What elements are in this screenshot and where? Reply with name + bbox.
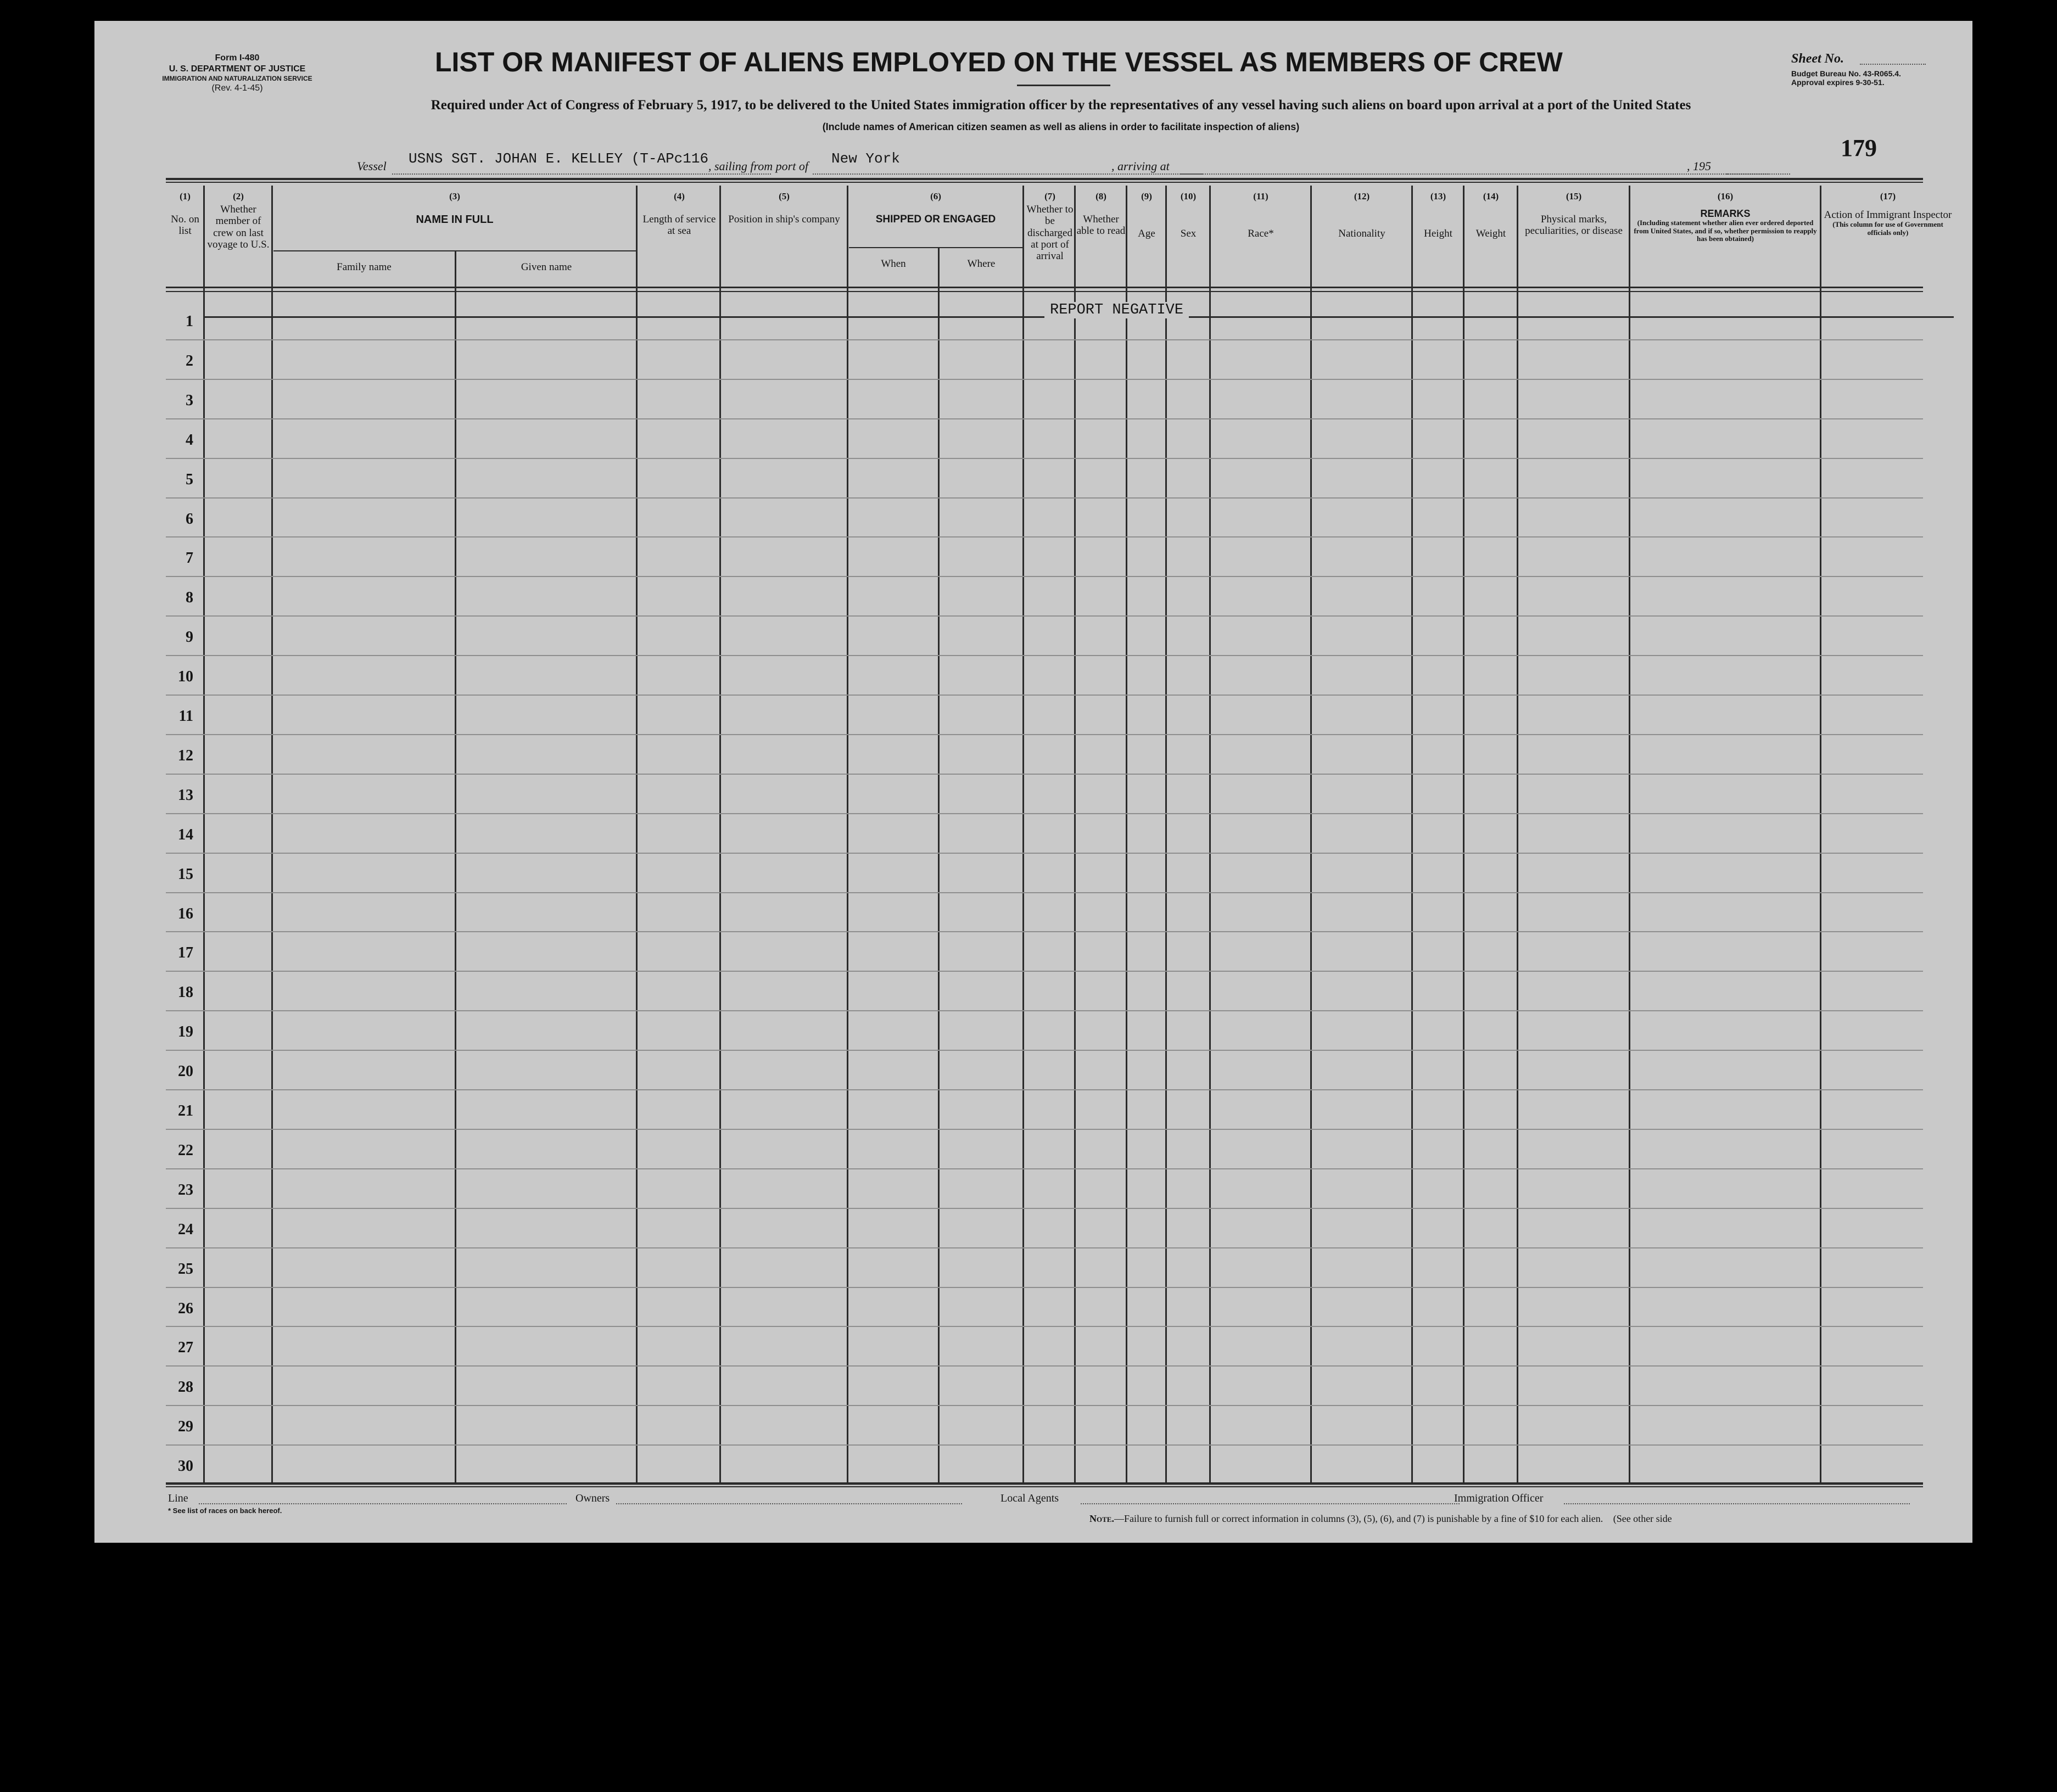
table-row (166, 418, 1923, 419)
sheet-number-label: Sheet No. (1791, 52, 1844, 66)
col-3-header: (3) NAME IN FULL (416, 191, 494, 226)
column-divider (1126, 186, 1127, 1482)
col-1-label: No. on list (171, 214, 199, 237)
table-row (166, 734, 1923, 735)
budget-bureau-number: Budget Bureau No. 43-R065.4. (1791, 69, 1901, 78)
year-field[interactable] (1726, 173, 1770, 175)
col-5-label: Position in ship's company (728, 214, 840, 226)
table-row (166, 774, 1923, 775)
row-number: 24 (178, 1220, 193, 1238)
header-bottom-rule-2 (166, 291, 1923, 292)
col-2-header: (2) Whether member of crew on last voyage to U.S. (207, 191, 270, 250)
row-number: 2 (186, 352, 193, 369)
table-row (166, 813, 1923, 814)
col-17-note: (This column for use of Government officials only) (1832, 220, 1943, 237)
column-divider (1022, 186, 1024, 1482)
table-row (166, 458, 1923, 459)
col-6-header: (6) SHIPPED OR ENGAGED (875, 191, 996, 226)
column-divider (636, 186, 638, 1482)
column-divider (1411, 186, 1413, 1482)
col-17-label: Action of Immigrant Inspector (1824, 209, 1952, 221)
row-number: 13 (178, 786, 193, 804)
column-divider (1517, 186, 1518, 1482)
column-divider (847, 186, 848, 1482)
table-row (166, 892, 1923, 893)
row-number: 18 (178, 984, 193, 1001)
table-row (166, 379, 1923, 380)
col-16-note: (Including statement whether alien ever ordered deported from United States, and if so, whether permission to reapply has been obtained) (1634, 219, 1817, 243)
column-divider (203, 186, 205, 1482)
report-negative-text: REPORT NEGATIVE (1044, 302, 1189, 318)
owners-field[interactable] (616, 1503, 962, 1504)
table-top-rule (166, 178, 1923, 180)
sheet-number-field[interactable] (1860, 64, 1926, 65)
owners-label: Owners (575, 1492, 610, 1504)
row-number: 30 (178, 1458, 193, 1475)
table-row (166, 339, 1923, 340)
table-row (166, 1089, 1923, 1090)
column-divider (455, 251, 456, 1482)
row-number: 5 (186, 471, 193, 488)
row-number: 15 (178, 865, 193, 883)
table-row (166, 695, 1923, 696)
row-number: 26 (178, 1300, 193, 1317)
col-16-header: (16) REMARKS (Including statement whether alien ever ordered deported from United States, and if so, whether permission to reapply has been obtained) (1631, 191, 1820, 243)
line-label: Line (168, 1492, 188, 1504)
column-divider (719, 186, 721, 1482)
sailing-from-label: , sailing from port of (708, 159, 808, 173)
revision-date: (Rev. 4-1-45) (211, 83, 263, 93)
col-14-header: (14) Weight (1475, 191, 1506, 240)
col-1-header: (1) No. on list (171, 191, 199, 237)
row-number: 1 (186, 313, 193, 330)
table-row (166, 853, 1923, 854)
col-2-label: Whether member of crew on last voyage to U.S. (207, 204, 270, 250)
year-label: , 195 (1687, 159, 1711, 173)
col-13-label: Height (1424, 228, 1452, 240)
sailing-port[interactable]: New York (831, 150, 900, 167)
row-number: 9 (186, 629, 193, 646)
col-4-header: (4) Length of service at sea (642, 191, 716, 237)
column-divider (1310, 186, 1312, 1482)
sailing-port-field-line (813, 173, 1203, 175)
table-row (166, 1326, 1923, 1327)
row-number: 27 (178, 1339, 193, 1357)
col-13-header: (13) Height (1424, 191, 1452, 240)
table-bottom-rule (166, 1482, 1923, 1485)
col-5-header: (5) Position in ship's company (728, 191, 840, 226)
table-row (166, 536, 1923, 537)
vessel-field-line (392, 173, 771, 175)
header-bottom-rule (166, 287, 1923, 288)
arriving-port-field[interactable] (1181, 173, 1790, 175)
col-11-header: (11) Race* (1248, 191, 1274, 240)
table-row (166, 1365, 1923, 1367)
row-number: 22 (178, 1141, 193, 1159)
local-agents-label: Local Agents (1000, 1492, 1059, 1504)
form-subtitle: Required under Act of Congress of February 5, 1917, to be delivered to the United States immigration officer by the representatives of any vessel having such aliens on board upon arrival at a port of the United States (431, 98, 1691, 113)
row-number: 19 (178, 1023, 193, 1041)
col-6b-header: Where (967, 258, 996, 270)
form-header-block (155, 53, 320, 94)
row-number: 4 (186, 431, 193, 449)
col-12-label: Nationality (1338, 228, 1385, 240)
col-7-header: (7) Whether to be discharged at port of arrival (1026, 191, 1074, 262)
col-3-label: NAME IN FULL (416, 214, 494, 226)
table-row (166, 1287, 1923, 1288)
col-6a-header: When (881, 258, 906, 270)
table-row (166, 576, 1923, 577)
column-divider (1629, 186, 1630, 1482)
row-number: 6 (186, 510, 193, 528)
table-row (166, 1010, 1923, 1011)
row-number: 21 (178, 1102, 193, 1119)
row-number: 29 (178, 1418, 193, 1436)
col-9-header: (9) Age (1138, 191, 1155, 240)
column-divider (1209, 186, 1211, 1482)
table-row (166, 1247, 1923, 1248)
column-divider (1820, 186, 1821, 1482)
table-row (166, 1129, 1923, 1130)
row-number: 20 (178, 1063, 193, 1080)
page-title: LIST OR MANIFEST OF ALIENS EMPLOYED ON THE VESSEL AS MEMBERS OF CREW (435, 47, 1563, 77)
col-17-header: (17) Action of Immigrant Inspector (This column for use of Government officials only) (1822, 191, 1954, 237)
manifest-form-sheet (94, 21, 1972, 1543)
vessel-name[interactable]: USNS SGT. JOHAN E. KELLEY (T-APc116 (409, 150, 709, 167)
col-15-label: Physical marks, peculiarities, or disease (1525, 214, 1623, 237)
col-11-label: Race* (1248, 228, 1274, 240)
col-8-label: Whether able to read (1076, 214, 1126, 237)
table-row (166, 655, 1923, 656)
stamped-page-number: 179 (1841, 135, 1877, 161)
note-text: —Failure to furnish full or correct information in columns (3), (5), (6), and (7) is punishable by a fine of $10 for each alien. (1114, 1513, 1603, 1524)
row-number: 12 (178, 747, 193, 764)
col-4-label: Length of service at sea (642, 214, 716, 237)
col-15-header: (15) Physical marks, peculiarities, or disease (1525, 191, 1623, 237)
row-number: 7 (186, 550, 193, 567)
row-number: 23 (178, 1181, 193, 1199)
table-top-rule-2 (166, 182, 1923, 183)
col-3b-header: Given name (521, 261, 572, 273)
col-10-header: (10) Sex (1180, 191, 1197, 240)
table-row (166, 497, 1923, 499)
col-12-header: (12) Nationality (1338, 191, 1385, 240)
vessel-label: Vessel (357, 159, 387, 173)
table-row (166, 615, 1923, 617)
column-divider (271, 186, 273, 1482)
department-name: U. S. DEPARTMENT OF JUSTICE (169, 64, 306, 74)
table-row (166, 931, 1923, 932)
row-number: 28 (178, 1379, 193, 1396)
immigration-officer-field[interactable] (1564, 1503, 1910, 1504)
races-footnote: * See list of races on back hereof. (168, 1507, 282, 1515)
row-number: 17 (178, 944, 193, 962)
table-row (166, 1405, 1923, 1406)
column-divider (1463, 186, 1465, 1482)
row-number: 16 (178, 905, 193, 922)
row-number: 11 (178, 708, 193, 725)
line-field[interactable] (199, 1503, 567, 1504)
shipped-subheader-rule (849, 247, 1024, 248)
form-number: Form I-480 (215, 53, 260, 63)
local-agents-field[interactable] (1081, 1503, 1460, 1504)
column-divider (1074, 186, 1076, 1482)
see-other-side: (See other side (1613, 1513, 1672, 1524)
col-6-label: SHIPPED OR ENGAGED (875, 214, 996, 226)
table-row (166, 1050, 1923, 1051)
col-9-label: Age (1138, 228, 1155, 240)
col-14-label: Weight (1475, 228, 1506, 240)
note-lead: Note. (1089, 1513, 1114, 1524)
approval-expiry: Approval expires 9-30-51. (1791, 78, 1885, 87)
table-row (166, 1168, 1923, 1169)
arriving-at-label: , arriving at (1111, 159, 1170, 173)
service-name: IMMIGRATION AND NATURALIZATION SERVICE (162, 75, 312, 82)
title-underline (1017, 85, 1110, 86)
penalty-note (1089, 1513, 1672, 1525)
form-subnote: (Include names of American citizen seamen as well as aliens in order to facilitate inspection of aliens) (822, 121, 1300, 132)
col-3a-header: Family name (337, 261, 392, 273)
table-row (166, 971, 1923, 972)
row-number: 25 (178, 1260, 193, 1278)
column-divider (1165, 186, 1167, 1482)
table-row (166, 1444, 1923, 1446)
column-divider (938, 248, 940, 1482)
col-7-label: Whether to be discharged at port of arrival (1026, 204, 1074, 262)
col-8-header: (8) Whether able to read (1076, 191, 1126, 237)
immigration-officer-label: Immigration Officer (1454, 1492, 1544, 1504)
row-number: 8 (186, 589, 193, 607)
table-row (166, 1208, 1923, 1209)
table-bottom-rule-2 (166, 1486, 1923, 1487)
row-number: 3 (186, 391, 193, 409)
row-number: 10 (178, 668, 193, 686)
col-16-label: REMARKS (1700, 208, 1751, 220)
col-10-label: Sex (1180, 228, 1197, 240)
row-number: 14 (178, 826, 193, 843)
